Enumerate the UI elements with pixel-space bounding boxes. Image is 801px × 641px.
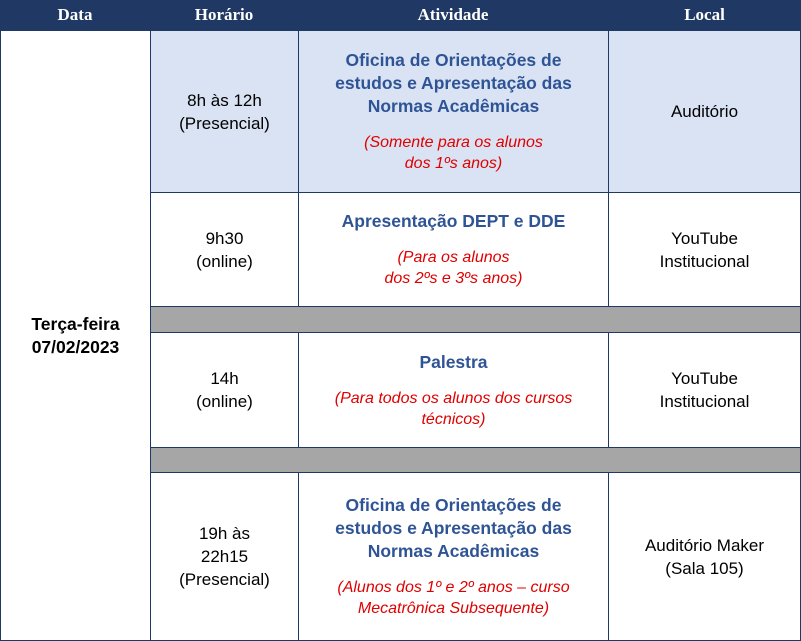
column-header-atividade: Atividade: [298, 0, 608, 30]
time-cell: [150, 30, 299, 193]
time-cell: [150, 472, 299, 641]
time-line: 22h15: [200, 547, 249, 566]
location-line: Auditório Maker: [644, 535, 765, 555]
location-cell: [608, 192, 801, 307]
activity-title: Oficina de Orientações de: [345, 495, 562, 515]
activity-cell: [298, 472, 609, 641]
activity-note: (Somente para os alunos: [364, 134, 543, 151]
column-header-data: Data: [0, 0, 150, 30]
activity-title: Apresentação DEPT e DDE: [341, 211, 566, 231]
activity-title: estudos e Apresentação das: [335, 518, 572, 538]
activity-title: Palestra: [419, 351, 488, 372]
date-day: 07/02/2023: [31, 336, 120, 357]
activity-title: Normas Acadêmicas: [367, 541, 540, 561]
time-line: 8h às 12h: [187, 90, 262, 110]
location-line: Auditório: [670, 102, 739, 121]
activity-note: Mecatrônica Subsequente): [357, 600, 550, 617]
time-line: (online): [196, 251, 253, 271]
activity-title: Oficina de Orientações de: [345, 50, 562, 70]
time-line: 19h às: [198, 524, 251, 543]
location-line: Institucional: [659, 392, 750, 411]
break-separator: [150, 306, 801, 333]
location-cell: [608, 332, 801, 448]
location-line: (Sala 105): [665, 558, 744, 578]
column-header-horario: Horário: [150, 0, 298, 30]
activity-title: Normas Acadêmicas: [367, 96, 540, 116]
activity-note: (Para todos os alunos dos cursos: [334, 389, 573, 407]
activity-note: dos 2ºs e 3ºs anos): [384, 270, 523, 287]
time-line: (Presencial): [179, 570, 270, 589]
time-line: (Presencial): [179, 113, 270, 133]
location-line: Institucional: [659, 251, 750, 271]
date-weekday: Terça-feira: [31, 313, 120, 334]
activity-cell: [298, 332, 609, 448]
activity-note: dos 1ºs anos): [404, 155, 503, 172]
activity-title: estudos e Apresentação das: [335, 73, 572, 93]
break-separator: [150, 447, 801, 473]
location-cell: [608, 472, 801, 641]
activity-note: (Para os alunos: [397, 249, 510, 266]
time-line: 14h: [210, 369, 239, 388]
time-cell: [150, 192, 299, 307]
time-line: 9h30: [205, 228, 244, 248]
activity-cell: [298, 192, 609, 307]
activity-note: técnicos): [421, 410, 486, 428]
activity-note: (Alunos dos 1º e 2º anos – curso: [337, 579, 570, 596]
date-cell: [0, 30, 151, 641]
column-header-local: Local: [608, 0, 801, 30]
time-cell: [150, 332, 299, 448]
location-line: YouTube: [671, 369, 738, 388]
location-line: YouTube: [671, 228, 738, 248]
time-line: (online): [196, 392, 253, 411]
activity-cell: [298, 30, 609, 193]
location-cell: [608, 30, 801, 193]
